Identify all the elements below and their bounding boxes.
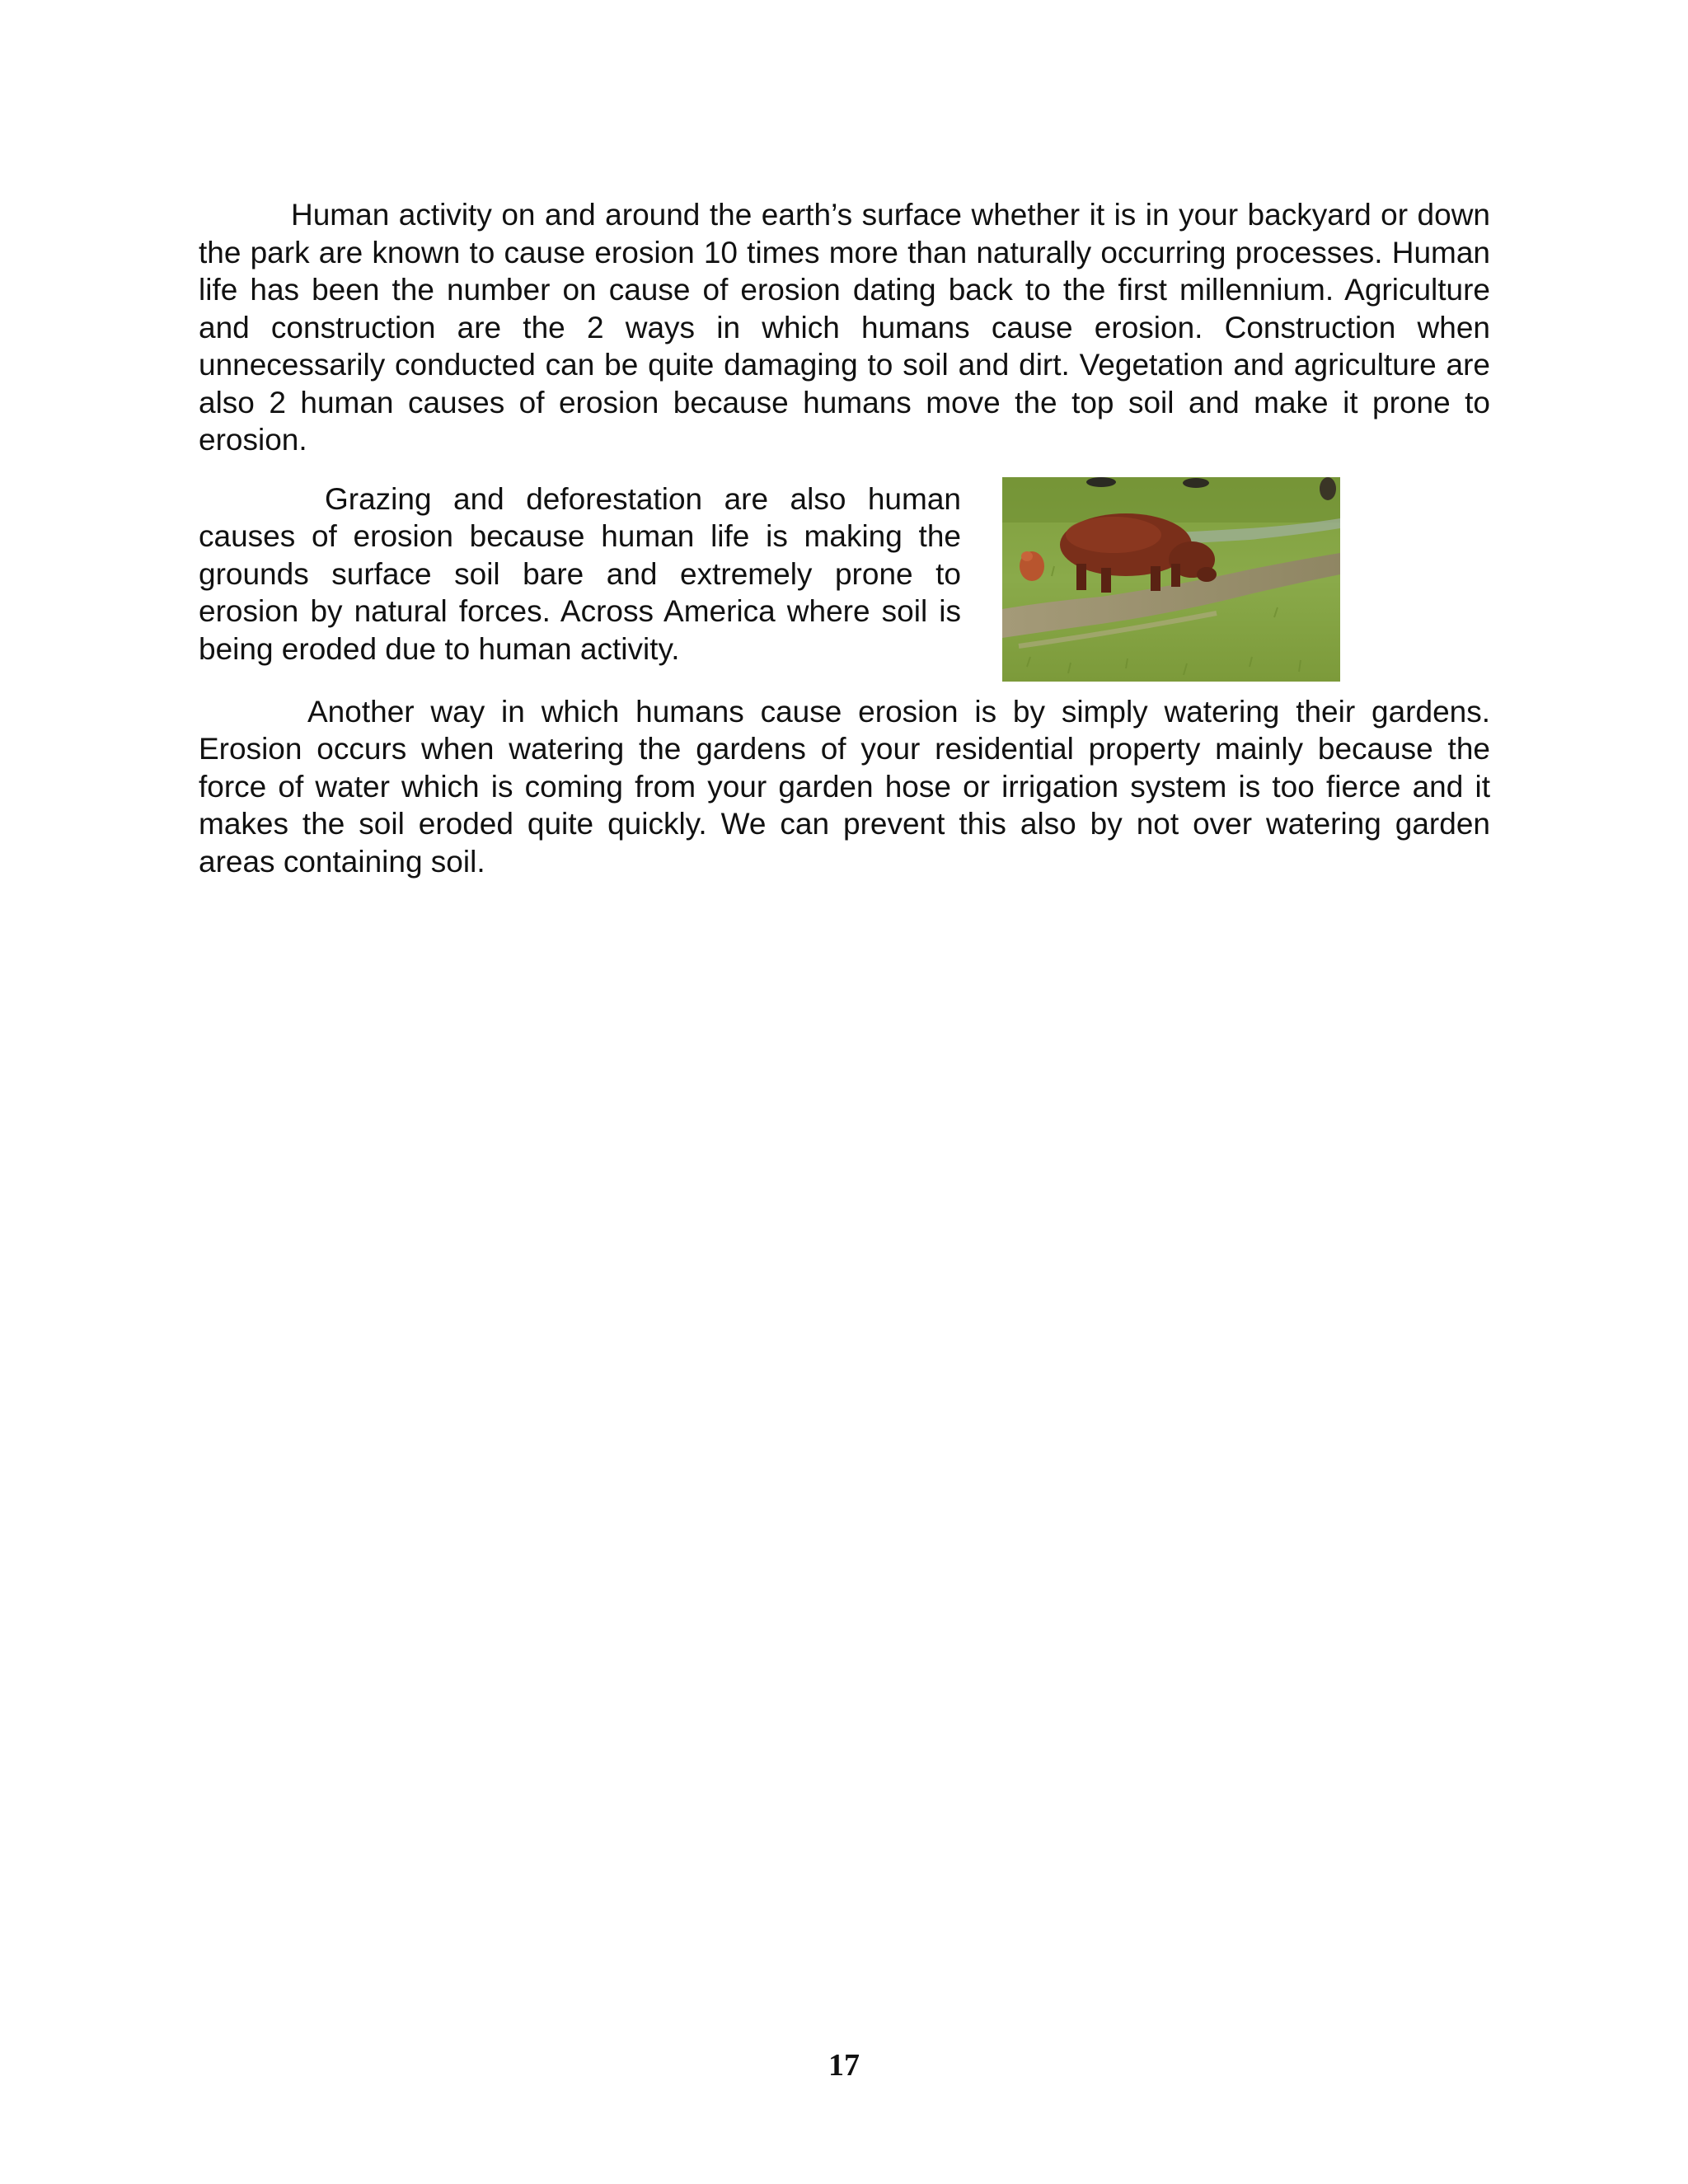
grazing-section xyxy=(199,480,1490,693)
paragraph-grazing: Grazing and deforestation are also human causes of erosion because human life is making the grounds surface soil bare and extremely prone to erosion by natural forces. Across America where soil is being eroded due to human activity. xyxy=(199,481,961,666)
paragraph-human-activity: Human activity on and around the earth’s surface whether it is in your backyard or down the park are known to cause erosion 10 times more than naturally occurring processes. Human life has been the number on cause of erosion dating back to the first millennium. Agriculture and construction are the 2 ways in which humans cause erosion. Construction when unnecessarily conducted can be quite damaging to soil and dirt. Vegetation and agriculture are also 2 human causes of erosion because humans move the top soil and make it prone to erosion. xyxy=(199,198,1490,457)
paragraph-watering-gardens: Another way in which humans cause erosion is by simply watering their gardens. Erosion occurs when watering the gardens of your residential property mainly because the force of water which is coming from your garden hose or irrigation system is too fierce and it makes the soil eroded quite quickly. We can prevent this also by not over watering garden areas containing soil. xyxy=(199,694,1490,879)
pig-grazing-photo xyxy=(1002,477,1340,682)
page-number: 17 xyxy=(828,2048,860,2083)
document-page xyxy=(199,196,1490,880)
